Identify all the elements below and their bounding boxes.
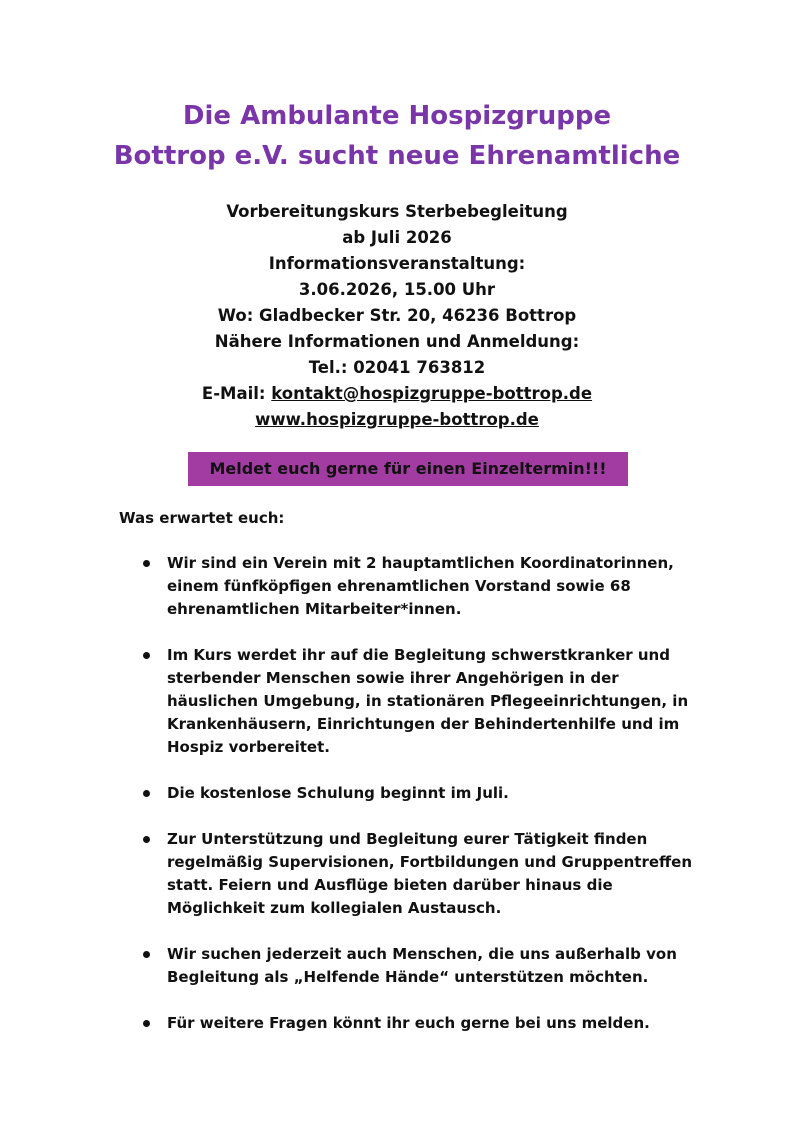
list-item-line: Die kostenlose Schulung beginnt im Juli. (167, 784, 509, 802)
bullet-icon (143, 836, 150, 843)
list-item (119, 552, 719, 621)
list-item-line: ehrenamtlichen Mitarbeiter*innen. (167, 600, 462, 618)
appointment-banner: Meldet euch gerne für einen Einzeltermin!!! (188, 452, 628, 486)
contact-email-row (60, 381, 734, 407)
section-heading: Was erwartet euch: (119, 509, 285, 527)
page-title (60, 96, 734, 176)
list-item-line: statt. Feiern und Ausflüge bieten darüber hinaus die (167, 876, 613, 894)
list-item-line: sterbender Menschen sowie ihrer Angehörigen in der (167, 669, 619, 687)
email-link[interactable]: kontakt@hospizgruppe-bottrop.de (271, 384, 593, 403)
event-label: Informationsveranstaltung: (268, 254, 526, 273)
contact-phone: Tel.: 02041 763812 (308, 358, 486, 377)
event-datetime: 3.06.2026, 15.00 Uhr (298, 280, 496, 299)
expectations-list (119, 552, 719, 1058)
list-item-line: Möglichkeit zum kollegialen Austausch. (167, 899, 502, 917)
list-item-line: Hospiz vorbereitet. (167, 738, 330, 756)
website-row (60, 407, 734, 433)
bullet-icon (143, 951, 150, 958)
bullet-icon (143, 652, 150, 659)
list-item-line: Für weitere Fragen könnt ihr euch gerne bei uns melden. (167, 1014, 650, 1032)
title-line-1: Die Ambulante Hospizgruppe (182, 101, 612, 131)
list-item (119, 1012, 719, 1035)
list-item-line: Im Kurs werdet ihr auf die Begleitung schwerstkranker und (167, 646, 670, 664)
event-location: Wo: Gladbecker Str. 20, 46236 Bottrop (217, 306, 577, 325)
list-item-line: Krankenhäusern, Einrichtungen der Behindertenhilfe und im (167, 715, 680, 733)
list-item (119, 828, 719, 920)
bullet-icon (143, 1020, 150, 1027)
list-item-line: Wir sind ein Verein mit 2 hauptamtlichen Koordinatorinnen, (167, 554, 674, 572)
list-item (119, 782, 719, 805)
list-item-line: Begleitung als „Helfende Hände“ unterstützen möchten. (167, 968, 649, 986)
bullet-icon (143, 560, 150, 567)
event-info (60, 199, 734, 433)
bullet-icon (143, 790, 150, 797)
list-item-line: Zur Unterstützung und Begleitung eurer Tätigkeit finden (167, 830, 648, 848)
list-item-line: einem fünfköpfigen ehrenamtlichen Vorstand sowie 68 (167, 577, 631, 595)
list-item-line: regelmäßig Supervisionen, Fortbildungen und Gruppentreffen (167, 853, 693, 871)
course-date: ab Juli 2026 (342, 228, 452, 247)
list-item-line: Wir suchen jederzeit auch Menschen, die uns außerhalb von (167, 945, 677, 963)
list-item-line: häuslichen Umgebung, in stationären Pflegeeinrichtungen, in (167, 692, 689, 710)
list-item (119, 644, 719, 759)
list-item (119, 943, 719, 989)
website-link[interactable]: www.hospizgruppe-bottrop.de (255, 410, 539, 429)
title-line-2: Bottrop e.V. sucht neue Ehrenamtliche (113, 141, 681, 171)
email-label: E-Mail: (201, 384, 272, 403)
course-name: Vorbereitungskurs Sterbebegleitung (226, 202, 568, 221)
contact-label: Nähere Informationen und Anmeldung: (214, 332, 580, 351)
